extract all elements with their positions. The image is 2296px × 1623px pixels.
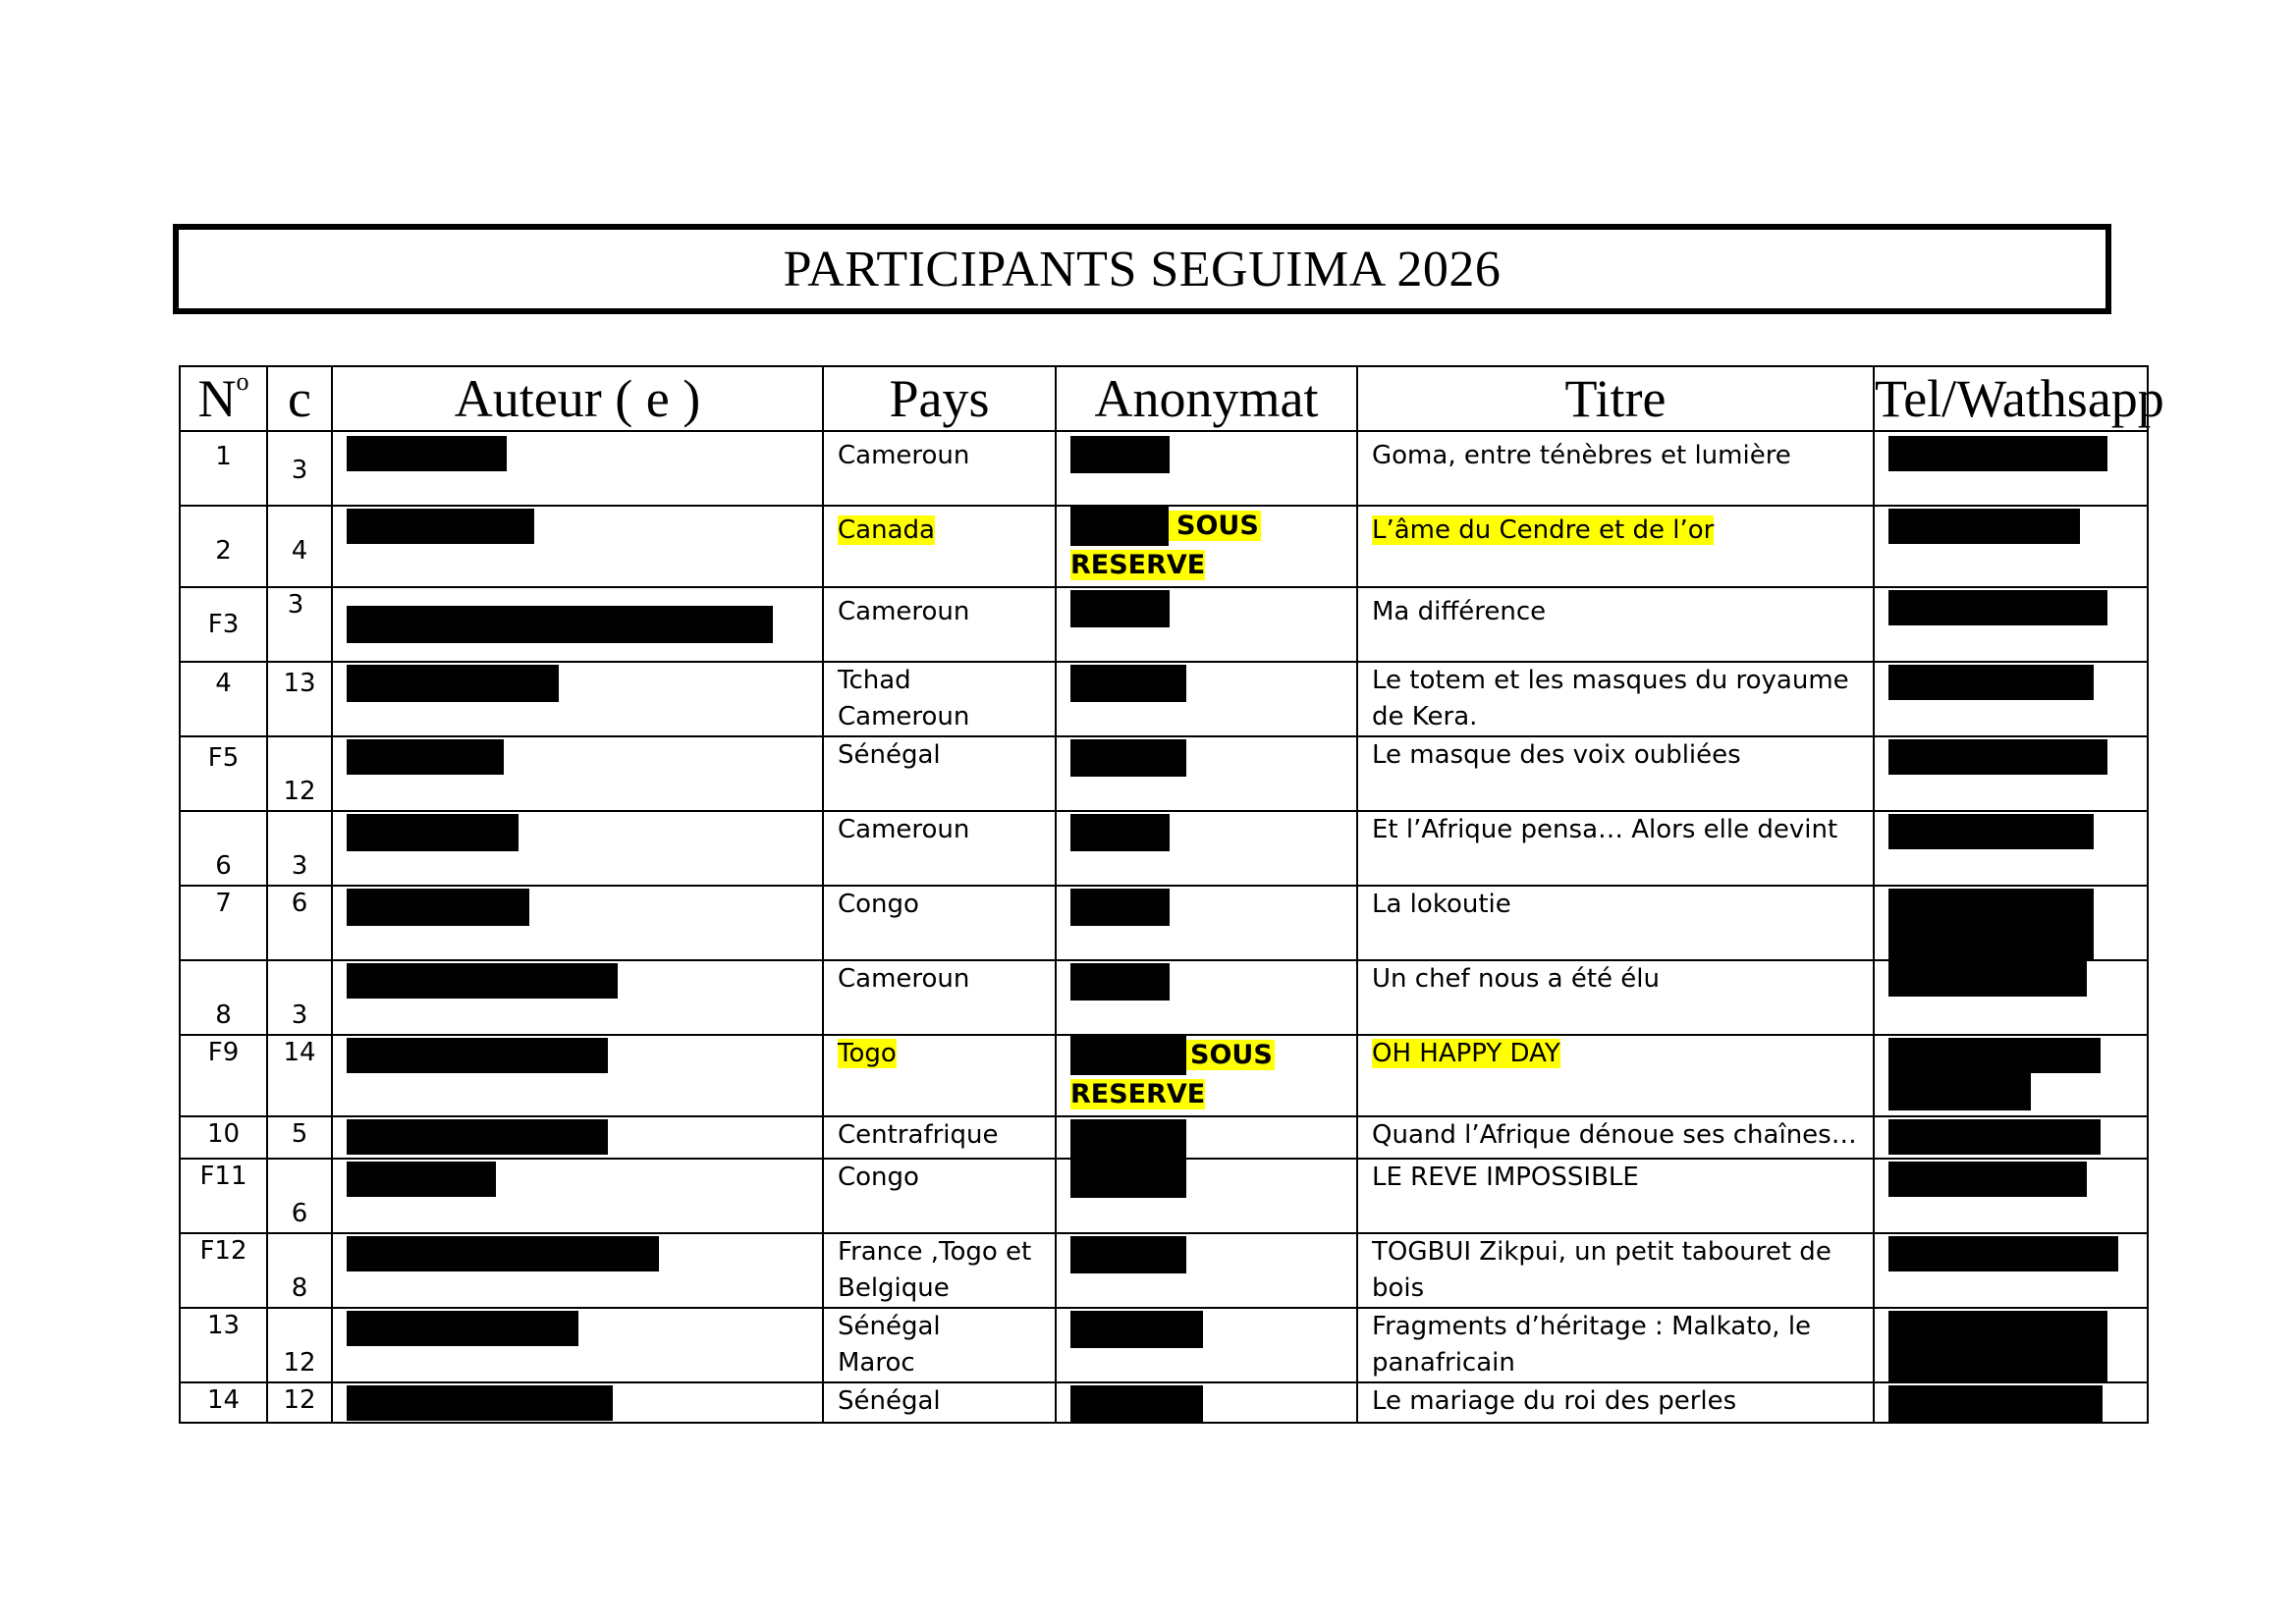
row-c: 8 [291, 1273, 308, 1303]
row-c: 14 [283, 1038, 316, 1067]
row-c: 3 [291, 1001, 308, 1030]
row-pays-line: Tchad [838, 666, 911, 695]
cell-titre [1357, 886, 1874, 960]
cell-auteur [332, 886, 823, 960]
row-pays-line: Cameroun [838, 702, 970, 731]
cell-tel [1874, 960, 2148, 1035]
table-row [180, 1035, 2148, 1116]
cell-anonymat [1056, 1382, 1357, 1423]
row-pays: Cameroun [838, 964, 970, 994]
cell-anonymat [1056, 1116, 1357, 1159]
row-no: 14 [206, 1385, 241, 1415]
cell-pays [823, 1233, 1056, 1308]
row-pays-line: Sénégal [838, 1312, 941, 1341]
cell-pays [823, 431, 1056, 506]
row-pays: Congo [838, 890, 919, 919]
cell-c [267, 506, 332, 587]
row-titre: Le mariage du roi des perles [1372, 1386, 1737, 1416]
cell-tel [1874, 1308, 2148, 1382]
redacted-author [347, 509, 534, 544]
redacted-author [347, 963, 618, 999]
header-no [180, 366, 267, 431]
row-titre: OH HAPPY DAY [1372, 1039, 1560, 1068]
row-titre: Le masque des voix oubliées [1372, 740, 1741, 770]
table-row [180, 506, 2148, 587]
row-no: F3 [207, 610, 240, 639]
cell-tel [1874, 1233, 2148, 1308]
row-pays: Cameroun [838, 597, 970, 626]
cell-titre [1357, 960, 1874, 1035]
reserve-line1: SOUS [1169, 511, 1261, 541]
redacted-phone [1888, 1038, 2101, 1073]
row-no: F5 [207, 743, 240, 773]
cell-pays [823, 1308, 1056, 1382]
cell-no [180, 587, 267, 662]
table-row [180, 1159, 2148, 1233]
redacted-author [347, 1162, 496, 1197]
cell-pays [823, 1159, 1056, 1233]
table-row [180, 662, 2148, 736]
row-no: F9 [207, 1038, 240, 1067]
row-pays: Sénégal [838, 1386, 941, 1416]
cell-c [267, 960, 332, 1035]
redacted-phone [1888, 665, 2094, 700]
row-c: 5 [291, 1119, 308, 1149]
table-row [180, 1116, 2148, 1159]
header-titre: Titre [1357, 366, 1874, 431]
redacted-author [347, 889, 529, 926]
cell-c [267, 431, 332, 506]
cell-c [267, 1308, 332, 1382]
redacted-phone [1888, 1119, 2101, 1155]
cell-auteur [332, 1233, 823, 1308]
cell-tel [1874, 736, 2148, 811]
cell-titre [1357, 506, 1874, 587]
participants-table [179, 365, 2164, 1424]
cell-tel [1874, 886, 2148, 960]
row-no: 7 [215, 889, 232, 918]
cell-titre [1357, 1159, 1874, 1233]
redacted-anonymat [1070, 889, 1170, 926]
redacted-phone [1888, 739, 2107, 775]
cell-anonymat [1056, 1308, 1357, 1382]
row-titre: Et l’Afrique pensa… Alors elle devint [1372, 815, 1838, 844]
row-titre: La lokoutie [1372, 890, 1511, 919]
cell-anonymat [1056, 506, 1357, 587]
cell-anonymat [1056, 960, 1357, 1035]
cell-auteur [332, 1382, 823, 1423]
row-c: 6 [291, 1199, 308, 1228]
cell-c [267, 736, 332, 811]
redacted-anonymat [1070, 739, 1186, 777]
redacted-anonymat [1070, 436, 1170, 473]
table-row [180, 811, 2148, 886]
cell-pays [823, 1382, 1056, 1423]
cell-no [180, 960, 267, 1035]
header-pays: Pays [823, 366, 1056, 431]
header-tel: Tel/Wathsapp [1874, 366, 2148, 431]
cell-c [267, 1035, 332, 1116]
cell-titre [1357, 736, 1874, 811]
cell-no [180, 1035, 267, 1116]
cell-pays [823, 1035, 1056, 1116]
cell-no [180, 1159, 267, 1233]
cell-anonymat [1056, 662, 1357, 736]
cell-tel [1874, 1116, 2148, 1159]
row-titre: Goma, entre ténèbres et lumière [1372, 441, 1791, 470]
header-auteur: Auteur ( e ) [332, 366, 823, 431]
row-no: 13 [206, 1311, 241, 1340]
cell-pays [823, 960, 1056, 1035]
cell-tel [1874, 1159, 2148, 1233]
cell-c [267, 1233, 332, 1308]
redacted-anonymat [1070, 590, 1170, 627]
cell-auteur [332, 1159, 823, 1233]
row-pays: Congo [838, 1163, 919, 1192]
cell-titre [1357, 1308, 1874, 1382]
cell-auteur [332, 431, 823, 506]
cell-titre [1357, 431, 1874, 506]
row-no: F11 [199, 1162, 247, 1191]
table-row [180, 886, 2148, 960]
cell-auteur [332, 1035, 823, 1116]
reserve-line2: RESERVE [1070, 550, 1206, 580]
cell-pays [823, 587, 1056, 662]
redacted-author [347, 1385, 613, 1421]
cell-anonymat [1056, 736, 1357, 811]
redacted-phone [1888, 959, 2087, 997]
row-c: 13 [283, 669, 316, 698]
header-no-sup: o [236, 367, 249, 396]
cell-auteur [332, 736, 823, 811]
cell-tel [1874, 811, 2148, 886]
cell-pays [823, 1116, 1056, 1159]
reserve-line1: SOUS [1186, 1040, 1275, 1070]
row-titre: Fragments d’héritage : Malkato, le panafricain [1372, 1312, 1812, 1378]
cell-c [267, 587, 332, 662]
redacted-phone [1888, 509, 2080, 544]
row-titre: TOGBUI Zikpui, un petit tabouret de bois [1372, 1237, 1831, 1303]
cell-auteur [332, 1308, 823, 1382]
row-no: 10 [206, 1119, 241, 1149]
row-pays: Centrafrique [838, 1120, 999, 1150]
table-row [180, 1308, 2148, 1382]
redacted-anonymat [1070, 665, 1186, 702]
cell-auteur [332, 960, 823, 1035]
cell-auteur [332, 662, 823, 736]
row-titre: Le totem et les masques du royaume de Kera. [1372, 666, 1849, 731]
redacted-phone [1888, 1311, 2107, 1383]
cell-anonymat [1056, 1159, 1357, 1233]
table-row [180, 431, 2148, 506]
cell-no [180, 736, 267, 811]
row-no: 6 [215, 851, 232, 881]
row-c: 6 [291, 889, 308, 918]
row-c: 12 [283, 777, 316, 806]
redacted-phone [1888, 889, 2094, 961]
cell-no [180, 886, 267, 960]
redacted-author [347, 739, 504, 775]
row-titre: Un chef nous a été élu [1372, 964, 1660, 994]
table-row [180, 1382, 2148, 1423]
header-no-label: N [197, 369, 237, 428]
cell-pays [823, 662, 1056, 736]
cell-anonymat [1056, 1035, 1357, 1116]
redacted-author [347, 606, 773, 643]
header-row [180, 366, 2148, 431]
row-pays: France ,Togo et Belgique [838, 1237, 1032, 1303]
cell-no [180, 506, 267, 587]
cell-anonymat [1056, 431, 1357, 506]
cell-tel [1874, 506, 2148, 587]
header-anonymat: Anonymat [1056, 366, 1357, 431]
redacted-phone [1888, 1236, 2118, 1271]
cell-titre [1357, 1116, 1874, 1159]
cell-titre [1357, 1382, 1874, 1423]
cell-titre [1357, 1035, 1874, 1116]
redacted-phone [1888, 1162, 2087, 1197]
cell-anonymat [1056, 811, 1357, 886]
cell-no [180, 811, 267, 886]
redacted-author [347, 1119, 608, 1155]
cell-c [267, 1116, 332, 1159]
cell-c [267, 1159, 332, 1233]
table-row [180, 587, 2148, 662]
cell-auteur [332, 506, 823, 587]
sous-reserve-note [1070, 1036, 1286, 1114]
cell-tel [1874, 1035, 2148, 1116]
cell-c [267, 662, 332, 736]
row-no: 1 [215, 442, 232, 471]
cell-titre [1357, 587, 1874, 662]
redacted-anonymat [1070, 1311, 1203, 1348]
cell-c [267, 811, 332, 886]
cell-auteur [332, 587, 823, 662]
row-titre: L’âme du Cendre et de l’or [1372, 515, 1715, 545]
cell-pays [823, 886, 1056, 960]
cell-pays [823, 811, 1056, 886]
redacted-author [347, 1311, 578, 1346]
redacted-phone-2 [1888, 1073, 2031, 1110]
redacted-anonymat [1070, 963, 1170, 1001]
title-box [173, 224, 2111, 314]
row-pays: Togo [838, 1039, 897, 1068]
cell-no [180, 431, 267, 506]
cell-pays [823, 506, 1056, 587]
cell-tel [1874, 662, 2148, 736]
cell-anonymat [1056, 587, 1357, 662]
cell-anonymat [1056, 886, 1357, 960]
row-pays: Cameroun [838, 815, 970, 844]
header-c: c [267, 366, 332, 431]
cell-no [180, 1116, 267, 1159]
row-pays: Sénégal [838, 740, 941, 770]
cell-titre [1357, 811, 1874, 886]
row-no: F12 [199, 1236, 247, 1266]
row-c: 3 [291, 851, 308, 881]
redacted-author [347, 1038, 608, 1073]
cell-titre [1357, 662, 1874, 736]
row-pays-line: Maroc [838, 1348, 915, 1378]
row-c: 3 [291, 456, 308, 485]
redacted-anonymat [1070, 814, 1170, 851]
cell-no [180, 1382, 267, 1423]
redacted-phone [1888, 1385, 2103, 1422]
redacted-phone [1888, 590, 2107, 625]
row-pays [824, 663, 1055, 735]
redacted-anonymat [1070, 1385, 1203, 1422]
redacted-author [347, 1236, 659, 1271]
redacted-anonymat [1070, 1236, 1186, 1273]
row-c: 12 [283, 1348, 316, 1378]
cell-titre [1357, 1233, 1874, 1308]
sous-reserve-note [1070, 507, 1286, 585]
page-title: PARTICIPANTS SEGUIMA 2026 [783, 241, 1502, 298]
cell-anonymat [1056, 1233, 1357, 1308]
table-row [180, 960, 2148, 1035]
cell-no [180, 1308, 267, 1382]
cell-tel [1874, 431, 2148, 506]
row-titre: Quand l’Afrique dénoue ses chaînes… [1372, 1120, 1857, 1150]
cell-pays [823, 736, 1056, 811]
redacted-phone [1888, 814, 2094, 849]
cell-auteur [332, 811, 823, 886]
row-pays: Canada [838, 515, 935, 545]
cell-tel [1874, 587, 2148, 662]
row-c: 4 [291, 536, 308, 566]
table-row [180, 1233, 2148, 1308]
cell-auteur [332, 1116, 823, 1159]
redacted-author [347, 665, 559, 702]
row-no: 4 [215, 669, 232, 698]
row-titre: Ma différence [1372, 597, 1547, 626]
redacted-phone [1888, 436, 2107, 471]
row-no: 8 [215, 1001, 232, 1030]
row-c: 3 [287, 590, 304, 620]
redacted-author [347, 436, 507, 471]
reserve-line2: RESERVE [1070, 1079, 1206, 1109]
cell-c [267, 1382, 332, 1423]
redacted-author [347, 814, 519, 851]
row-titre: LE REVE IMPOSSIBLE [1372, 1163, 1639, 1192]
row-c: 12 [283, 1385, 316, 1415]
cell-c [267, 886, 332, 960]
cell-tel [1874, 1382, 2148, 1423]
row-pays: Cameroun [838, 441, 970, 470]
table-row [180, 736, 2148, 811]
row-no: 2 [215, 536, 232, 566]
row-pays [824, 1309, 1055, 1381]
cell-no [180, 662, 267, 736]
cell-no [180, 1233, 267, 1308]
